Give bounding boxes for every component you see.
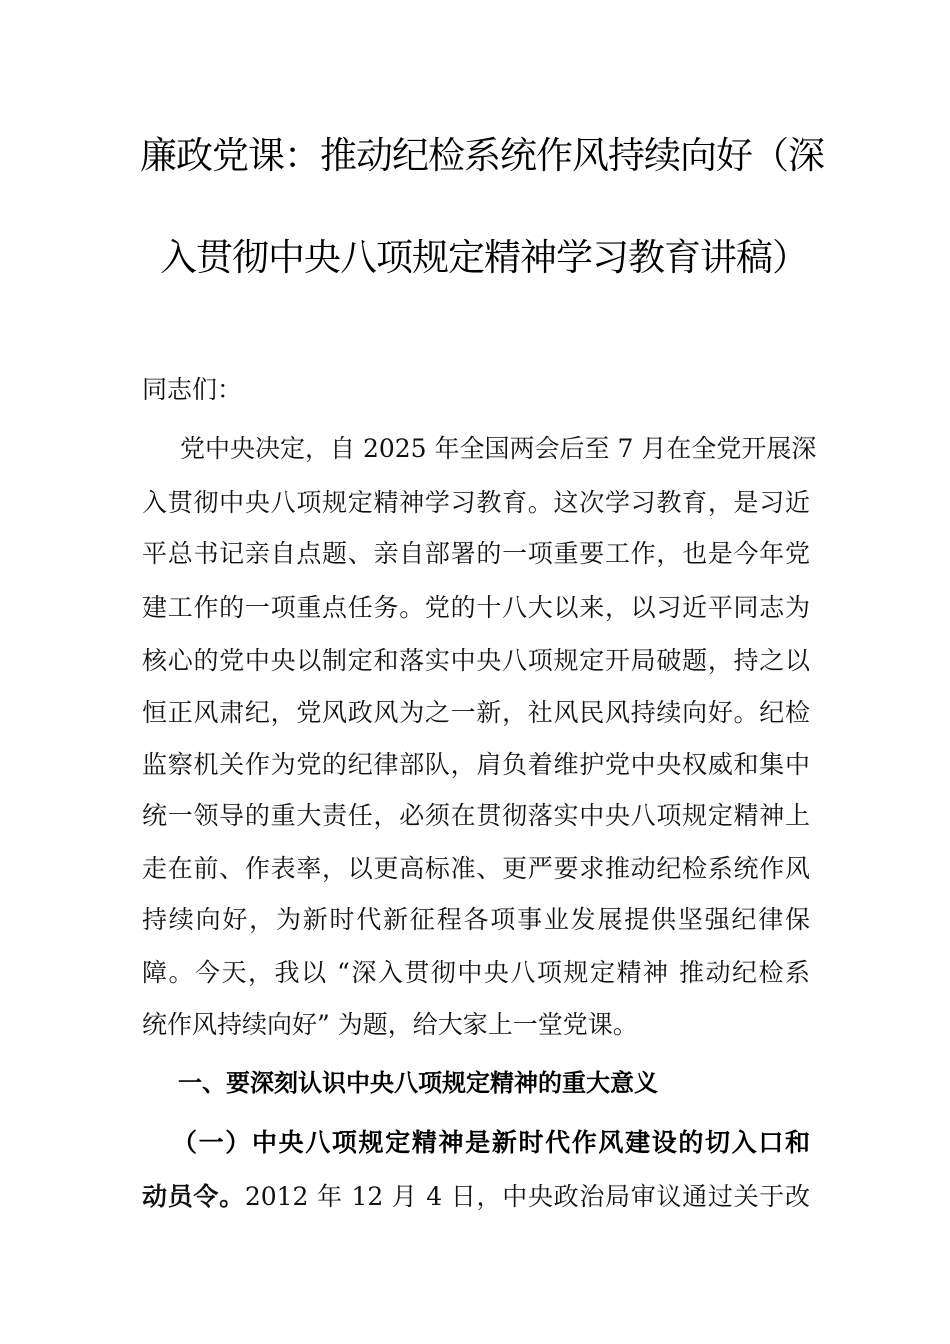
- paragraph-line: 障。今天，我以 “深入贯彻中央八项规定精神 推动纪检系: [142, 958, 810, 987]
- subsection-heading-line: （一）中央八项规定精神是新时代作风建设的切入口和: [172, 1128, 810, 1157]
- salutation: 同志们：: [142, 375, 243, 404]
- paragraph-line: 监察机关作为党的纪律部队，肩负着维护党中央权威和集中: [142, 750, 810, 779]
- paragraph-line: 恒正风肃纪，党风政风为之一新，社风民风持续向好。纪检: [142, 698, 810, 727]
- paragraph-line: 统作风持续向好” 为题，给大家上一堂党课。: [142, 1010, 638, 1039]
- paragraph-line: 建工作的一项重点任务。党的十八大以来，以习近平同志为: [142, 593, 810, 622]
- subsection-continuation-line: [142, 1182, 810, 1212]
- subsection-heading-lead: 动员令。: [142, 1182, 245, 1211]
- document-title-line-1: 廉政党课：推动纪检系统作风持续向好（深: [140, 134, 824, 177]
- paragraph-line: 统一领导的重大责任，必须在贯彻落实中央八项规定精神上: [142, 801, 810, 830]
- subsection-body-text: 2012 年 12 月 4 日，中央政治局审议通过关于改: [244, 1182, 810, 1211]
- section-heading: 一、要深刻认识中央八项规定精神的重大意义: [178, 1069, 658, 1097]
- paragraph-line: 走在前、作表率，以更高标准、更严要求推动纪检系统作风: [142, 854, 810, 883]
- paragraph-line: 持续向好，为新时代新征程各项事业发展提供坚强纪律保: [142, 905, 810, 934]
- paragraph-line: 核心的党中央以制定和落实中央八项规定开局破题，持之以: [142, 646, 810, 675]
- document-title-line-2: 入贯彻中央八项规定精神学习教育讲稿）: [160, 236, 808, 279]
- paragraph-line: 党中央决定，自 2025 年全国两会后至 7 月在全党开展深: [180, 434, 817, 463]
- paragraph-line: 入贯彻中央八项规定精神学习教育。这次学习教育，是习近: [142, 488, 810, 517]
- paragraph-line: 平总书记亲自点题、亲自部署的一项重要工作，也是今年党: [142, 539, 810, 568]
